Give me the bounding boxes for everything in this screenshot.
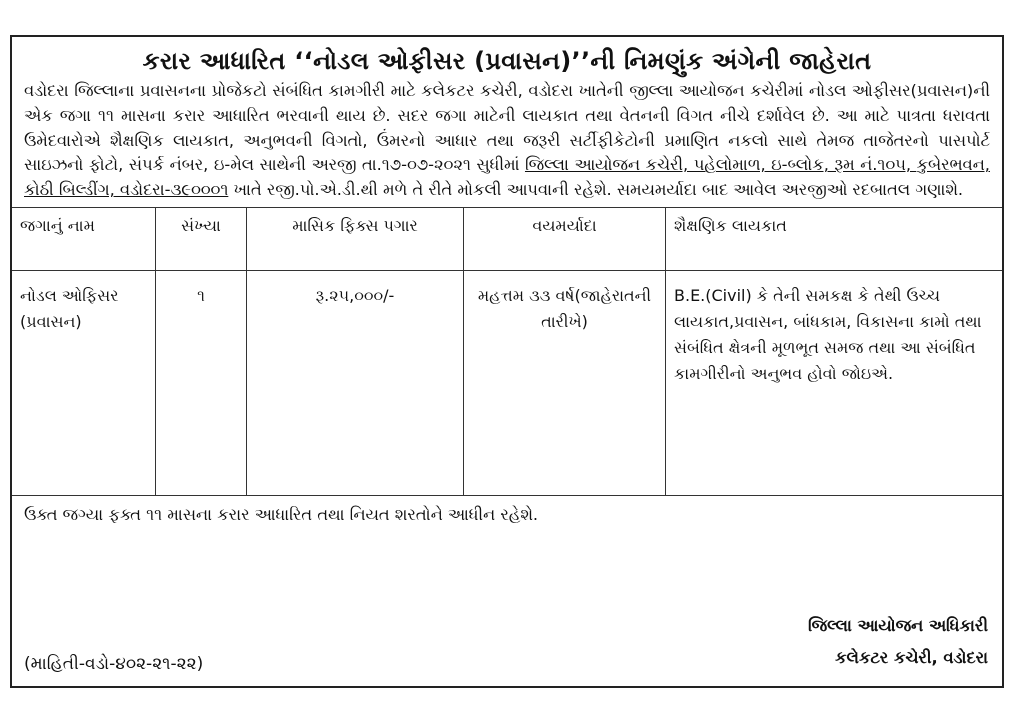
cell-monthly-pay: રૂ.૨૫,૦૦૦/- [247,270,464,495]
notice-title: કરાર આધારિત ‘‘નોડલ ઓફીસર (પ્રવાસન)’’ની નિમણુંક અંગેની જાહેરાત [142,47,872,75]
cell-qualification: B.E.(Civil) કે તેની સમકક્ષ કે તેથી ઉચ્ચ લાયકાત,પ્રવાસન, બાંધકામ, વિકાસના કામો તથા સંબંધિત ક્ષેત્રની મૂળભૂત સમજ તથા આ સંબંધિત કામગીરીનો અનુભવ હોવો જોઇએ. [666,270,1003,495]
signature-block [808,610,988,674]
cell-count: ૧ [156,270,247,495]
header-count: સંખ્યા [156,207,247,270]
notice-body-text-1: વડોદરા જિલ્લાના પ્રવાસનના પ્રોજેકટો સંબંધિત કામગીરી માટે કલેકટર કચેરી, વડોદરા ખાતેની જીલ્લા આયોજન કચેરીમાં નોડલ ઓફીસર(પ્રવાસન)ની એક જગા ૧૧ માસના કરાર આધારિત ભરવાની થાય છે. સદર જગા માટેની લાયકાત તથા વેતનની વિગત નીચે દર્શાવેલ છે. આ માટે પાત્રતા ધરાવતા ઉમેદવારોએ શૈક્ષણિક લાયકાત, અનુભવની વિગતો, ઉંમરનો આધાર તથા જરૂરી સર્ટીફીકેટોની પ્રમાણિત નકલો સાથે તેમજ તાજેતરનો પાસપોર્ટ સાઇઝનો ફોટો, સંપર્ક નંબર, ઇ-મેલ સાથેની અરજી તા.૧૭-૦૭-૨૦૨૧ સુધીમાં [24,81,990,175]
header-qualification: શૈક્ષણિક લાયકાત [666,207,1003,270]
signatory-title: જિલ્લા આયોજન અધિકારી [807,616,988,635]
table-row [12,270,1002,495]
header-monthly-pay: માસિક ફિક્સ પગાર [247,207,464,270]
post-details-table [12,207,1002,496]
header-post-name: જગાનું નામ [12,207,156,270]
header-age-limit: વયમર્યાદા [464,207,666,270]
signatory-office: કલેકટર કચેરી, વડોદરા [835,648,988,667]
notice-body [12,79,1002,203]
cell-age-limit: મહત્તમ ૩૩ વર્ષ(જાહેરાતની તારીખે) [464,270,666,495]
table-header-row [12,207,1002,270]
job-notice [10,35,1004,688]
office-address: જિલ્લા આયોજન કચેરી, પહેલોમાળ, ઇ-બ્લોક, રૂમ નં.૧૦૫, કુબેરભવન, કોઠી બિલ્ડીંગ, વડોદરા-૩૯૦૦૦૧ [24,155,990,200]
terms-note: ઉક્ત જગ્યા ફક્ત ૧૧ માસના કરાર આધારિત તથા નિયત શરતોને આધીન રહેશે. [24,504,539,524]
cell-post-name: નોડલ ઓફિસર (પ્રવાસન) [12,270,156,495]
reference-number: (માહિતી-વડો-૪૦૨-૨૧-૨૨) [24,654,204,674]
notice-body-text-2: ખાતે રજી.પો.એ.ડી.થી મળે તે રીતે મોકલી આપવાની રહેશે. સમયમર્યાદા બાદ આવેલ અરજીઓ રદબાતલ ગણાશે. [228,180,964,200]
